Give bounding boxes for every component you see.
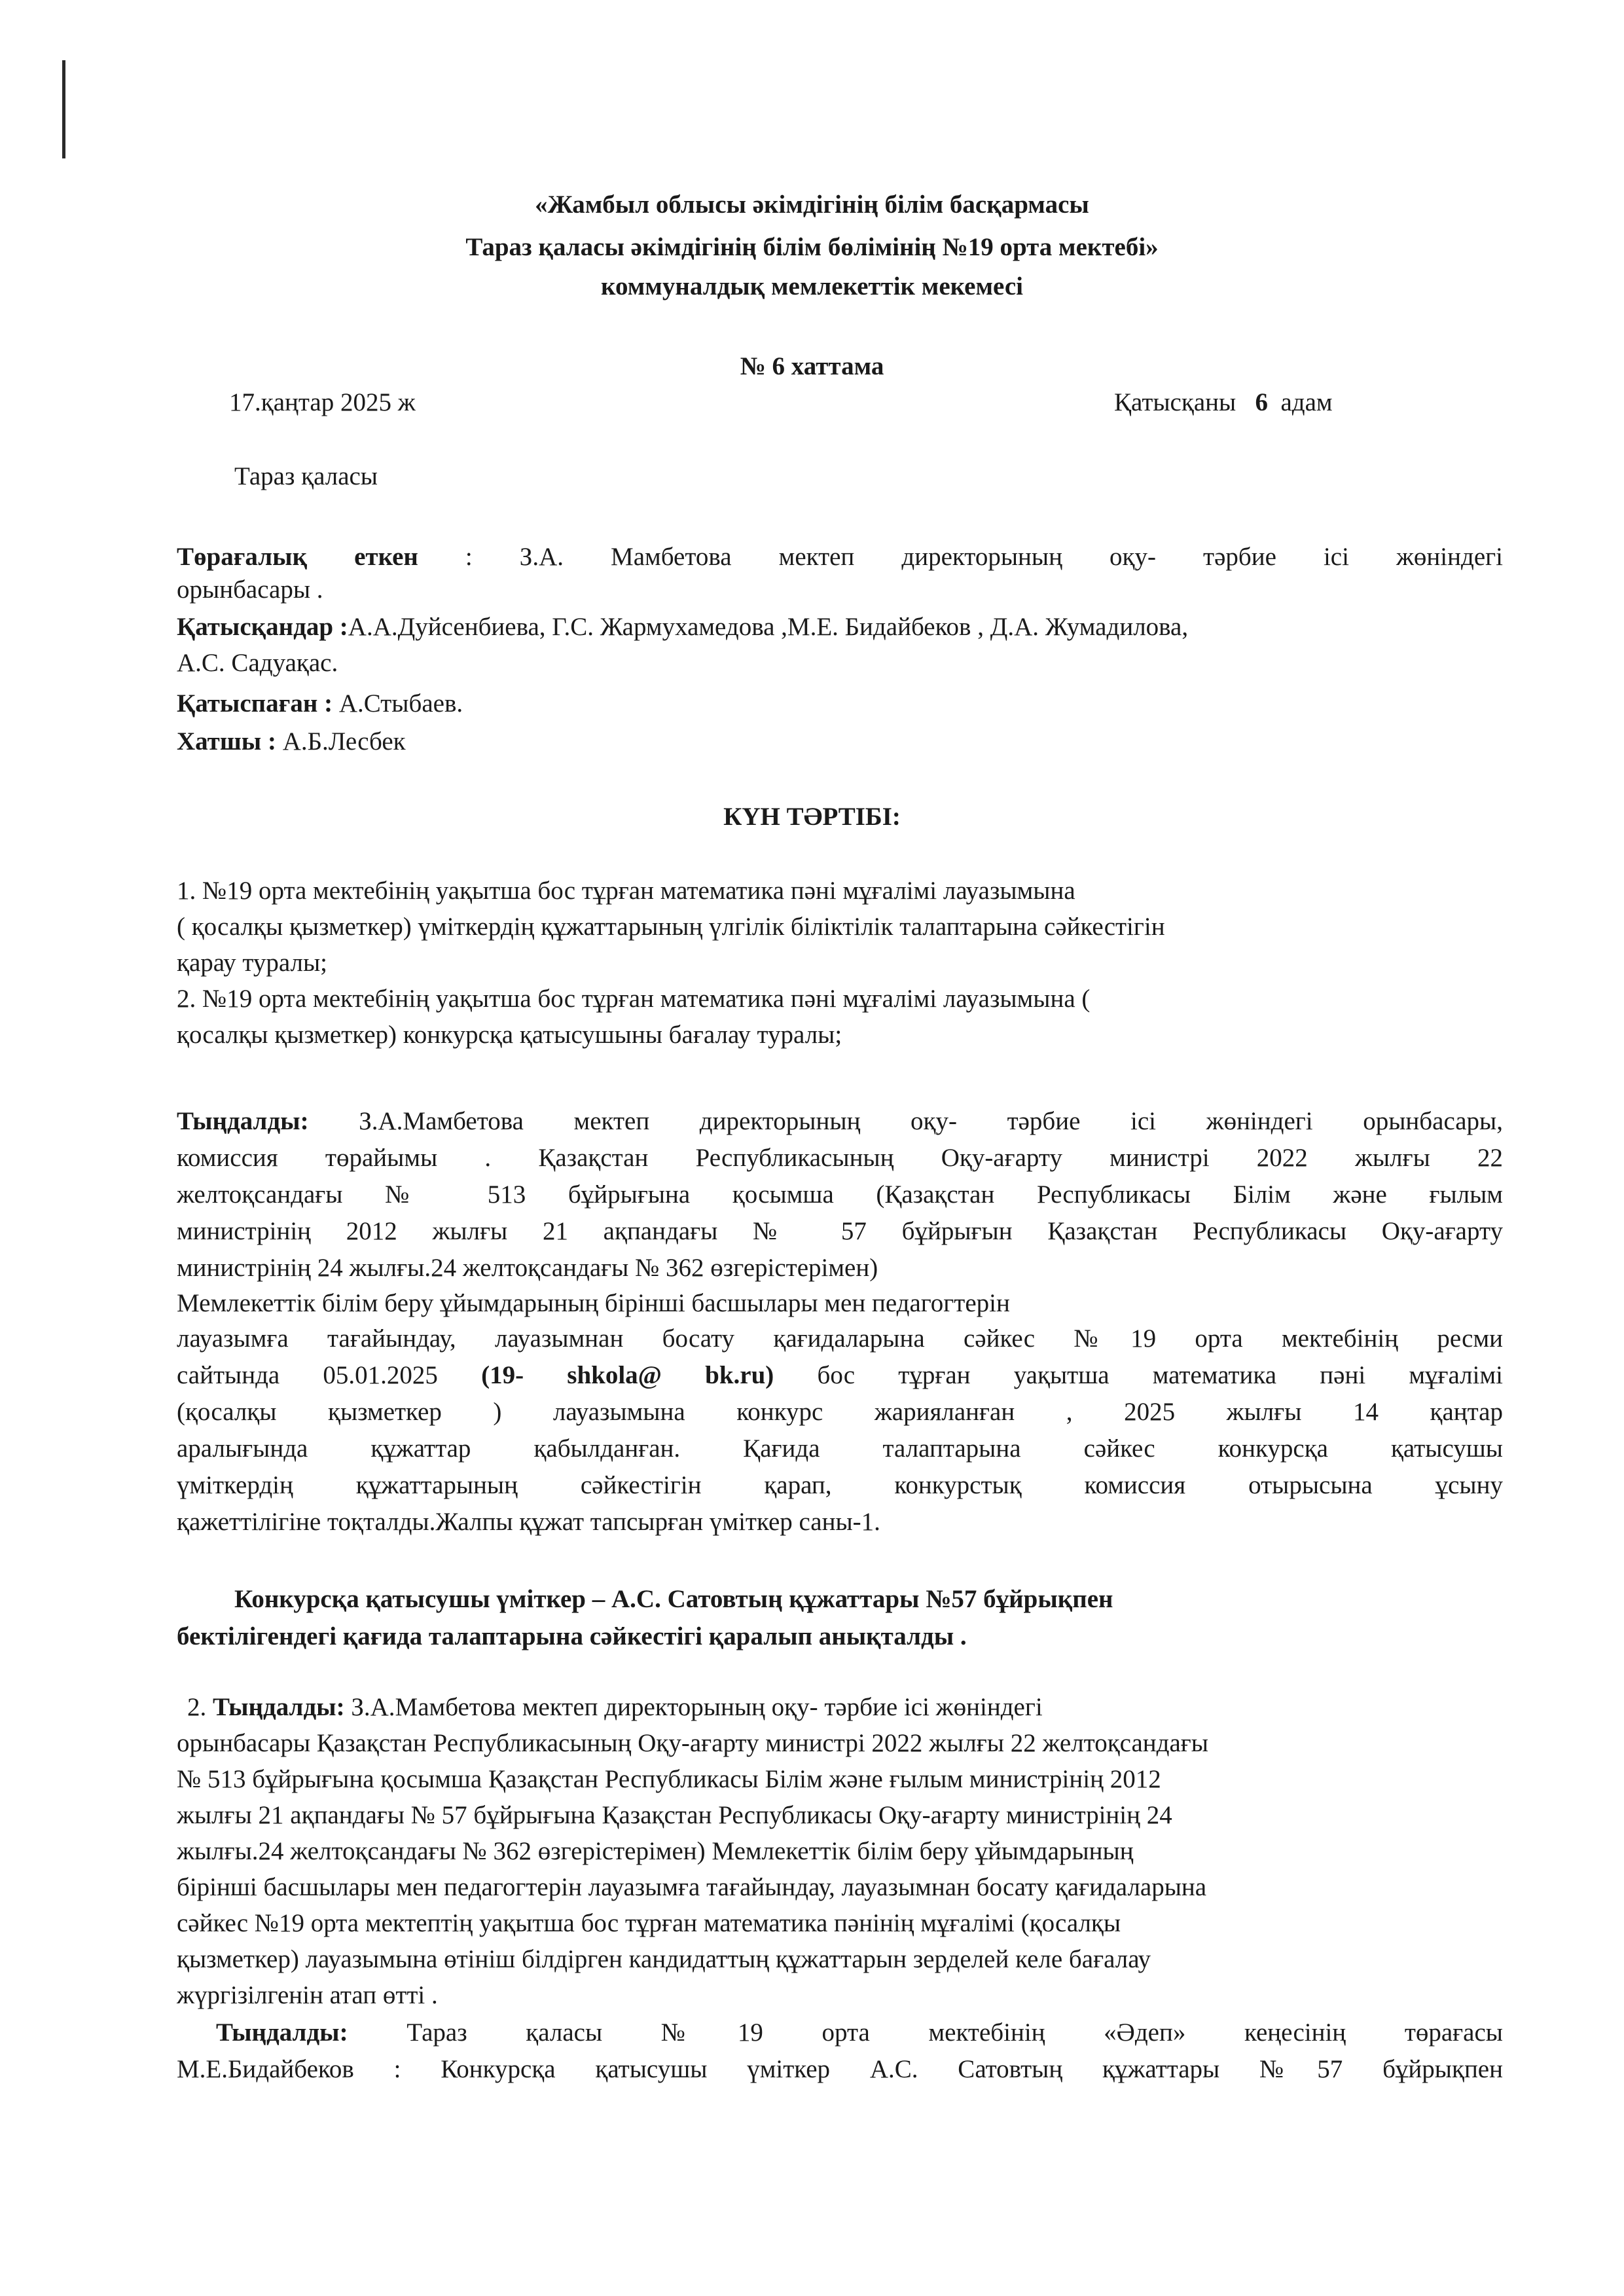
section2-line-7: сәйкес №19 орта мектептің уақытша бос тұрған математика пәнінің мұғалімі (қосалқы xyxy=(177,1909,1121,1937)
chair-line xyxy=(177,542,1503,573)
attended-unit: адам xyxy=(1280,388,1333,416)
attended-count: 6 xyxy=(1255,388,1268,416)
agenda-item-2-line-2: қосалқы қызметкер) конкурсқа қатысушыны бағалау туралы; xyxy=(177,1021,842,1049)
agenda-item-1-line-1: 1. №19 орта мектебінің уақытша бос тұрған математика пәні мұғалімі лауазымына xyxy=(177,877,1075,905)
absent-text: А.Стыбаев. xyxy=(333,689,463,718)
section1-line-12: қажеттілігіне тоқталды.Жалпы құжат тапсырған үміткер саны-1. xyxy=(177,1508,880,1536)
section1-heard-label: Тыңдалды: xyxy=(177,1107,309,1135)
school-email: (19- shkola@ bk.ru) xyxy=(481,1361,774,1389)
section1-line-8 xyxy=(177,1360,1503,1391)
header-line-1: «Жамбыл облысы әкімдігінің білім басқармасы xyxy=(535,191,1089,219)
section3-line-1 xyxy=(216,2018,1503,2049)
section1-text-8a: сайтында 05.01.2025 xyxy=(177,1361,482,1389)
section2-line-1 xyxy=(187,1692,1043,1723)
secretary-label: Хатшы : xyxy=(177,727,276,756)
agenda-title: КҮН ТӘРТІБІ: xyxy=(723,803,901,831)
present-label: Қатысқандар : xyxy=(177,613,348,641)
section2-line-4: жылғы 21 ақпандағы № 57 бұйрығына Қазақстан Республикасы Оқу-ағарту министрінің 24 xyxy=(177,1801,1172,1829)
header-line-3: коммуналдық мемлекеттік мекемесі xyxy=(601,272,1023,301)
attended-label: Қатысқаны xyxy=(1114,388,1236,416)
section2-line-3: № 513 бұйрығына қосымша Қазақстан Республикасы Білім және ғылым министрінің 2012 xyxy=(177,1765,1161,1793)
protocol-number: № 6 хаттама xyxy=(740,352,884,380)
section1-line-2: комиссия төрайымы . Қазақстан Республикасының Оқу-ағарту министрі 2022 жылғы 22 xyxy=(177,1144,1503,1172)
section2-line-8: қызметкер) лауазымына өтініш білдірген кандидаттың құжаттарын зерделей келе бағалау xyxy=(177,1945,1151,1973)
section1-text-1: З.А.Мамбетова мектеп директорының оқу- тәрбие ісі жөніндегі орынбасары, xyxy=(308,1107,1503,1135)
section1-line-9: (қосалқы қызметкер ) лауазымына конкурс жарияланған , 2025 жылғы 14 қаңтар xyxy=(177,1398,1503,1426)
chair-line-2: орынбасары . xyxy=(177,575,323,604)
section3-line-2: М.Е.Бидайбеков : Конкурсқа қатысушы үміткер А.С. Сатовтың құжаттары №57 бұйрықпен xyxy=(177,2055,1503,2083)
section1-line-11: үміткердің құжаттарының сәйкестігін қарап, конкурстық комиссия отырысына ұсыну xyxy=(177,1471,1503,1499)
secretary-text: А.Б.Лесбек xyxy=(276,727,406,756)
section1-line-4: министрінің 2012 жылғы 21 ақпандағы № 57 бұйрығын Қазақстан Республикасы Оқу-ағарту xyxy=(177,1217,1503,1245)
city: Тараз қаласы xyxy=(234,462,378,490)
section2-line-5: жылғы.24 желтоқсандағы № 362 өзгерістерімен) Мемлекеттік білім беру ұйымдарының xyxy=(177,1837,1134,1865)
section1-line-7: лауазымға тағайындау, лауазымнан босату қағидаларына сәйкес №19 орта мектебінің ресми xyxy=(177,1324,1503,1353)
agenda-item-1-line-2: ( қосалқы қызметкер) үміткердің құжаттарының үлгілік біліктілік талаптарына сәйкестігін xyxy=(177,913,1165,941)
section1-line-3: желтоқсандағы № 513 бұйрығына қосымша (Қазақстан Республикасы Білім және ғылым xyxy=(177,1180,1503,1209)
header-line-2: Тараз қаласы әкімдігінің білім бөлімінің №19 орта мектебі» xyxy=(465,233,1159,261)
section3-text-1: Тараз қаласы №19 орта мектебінің «Әдеп» кеңесінің төрағасы xyxy=(348,2018,1503,2047)
section1-text-8c: бос тұрған уақытша математика пәні мұғалімі xyxy=(774,1361,1503,1389)
absent-label: Қатыспаған : xyxy=(177,689,333,718)
decision1-line-2: бектілігендегі қағида талаптарына сәйкестігі қаралып анықталды . xyxy=(177,1622,967,1650)
scan-margin-mark xyxy=(62,60,65,158)
section1-line-6: Мемлекеттік білім беру ұйымдарының бірінші басшылары мен педагогтерін xyxy=(177,1289,1010,1317)
present-text: А.А.Дуйсенбиева, Г.С. Жармухамедова ,М.Е. Бидайбеков , Д.А. Жумадилова, xyxy=(348,613,1189,641)
section1-line-1 xyxy=(177,1106,1503,1137)
section2-line-2: орынбасары Қазақстан Республикасының Оқу-ағарту министрі 2022 жылғы 22 желтоқсандағы xyxy=(177,1729,1208,1757)
section3-heard-label: Тыңдалды: xyxy=(216,2018,348,2047)
section1-line-5: министрінің 24 жылғы.24 желтоқсандағы № 362 өзгерістерімен) xyxy=(177,1254,878,1282)
chair-text: : З.А. Мамбетова мектеп директорының оқу- тәрбие ісі жөніндегі xyxy=(418,543,1503,571)
present-line-2: А.С. Садуақас. xyxy=(177,649,338,677)
section2-number: 2. xyxy=(187,1693,213,1721)
protocol-date: 17.қаңтар 2025 ж xyxy=(229,388,416,416)
agenda-item-2-line-1: 2. №19 орта мектебінің уақытша бос тұрған математика пәні мұғалімі лауазымына ( xyxy=(177,985,1091,1013)
section2-line-9: жүргізілгенін атап өтті . xyxy=(177,1981,438,2009)
decision1-line-1: Конкурсқа қатысушы үміткер – А.С. Сатовтың құжаттары №57 бұйрықпен xyxy=(234,1585,1113,1613)
present-line xyxy=(177,612,1188,643)
attended-summary xyxy=(1114,388,1333,418)
absent-line xyxy=(177,689,463,720)
secretary-line xyxy=(177,727,406,757)
chair-label: Төрағалық еткен xyxy=(177,543,418,571)
section1-line-10: аралығында құжаттар қабылданған. Қағида талаптарына сәйкес конкурсқа қатысушы xyxy=(177,1434,1503,1463)
section2-line-6: бірінші басшылары мен педагогтерін лауазымға тағайындау, лауазымнан босату қағидаларына xyxy=(177,1873,1207,1901)
section2-heard-label: Тыңдалды: xyxy=(213,1693,345,1721)
agenda-item-1-line-3: қарау туралы; xyxy=(177,949,328,977)
section2-text-1: З.А.Мамбетова мектеп директорының оқу- тәрбие ісі жөніндегі xyxy=(344,1693,1043,1721)
